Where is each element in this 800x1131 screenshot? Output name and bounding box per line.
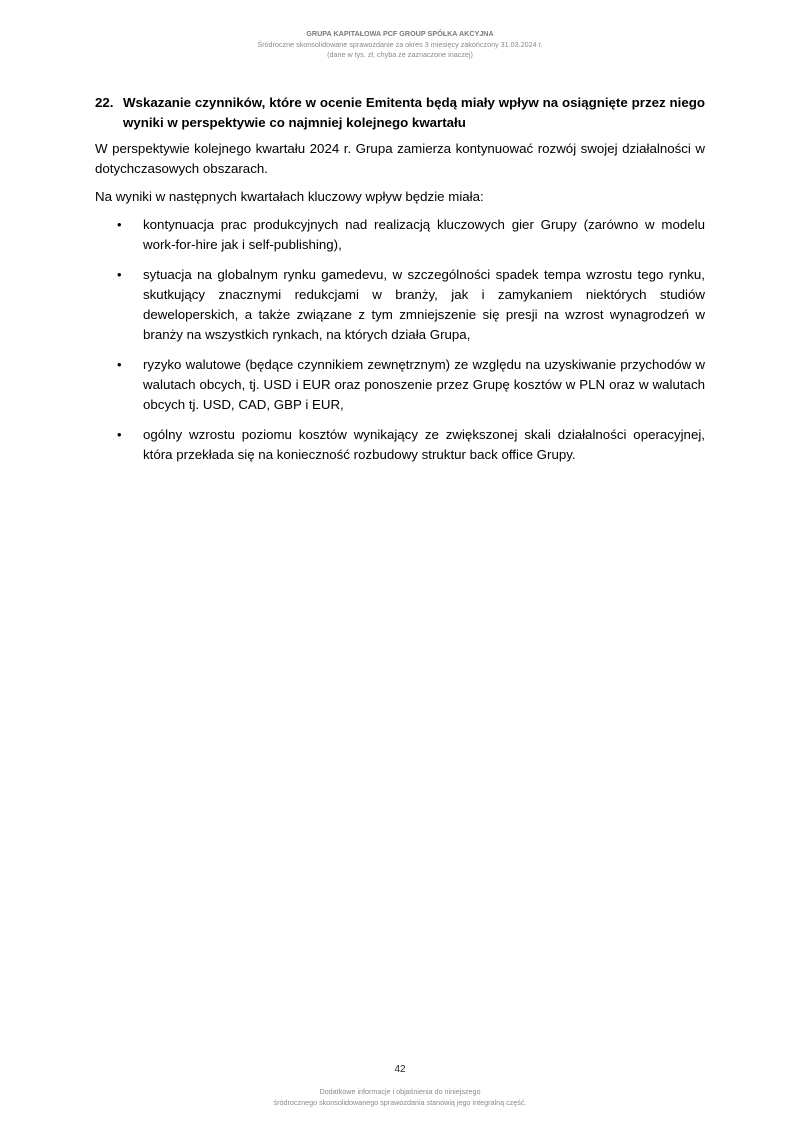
factors-list xyxy=(95,215,705,465)
lead-paragraph: Na wyniki w następnych kwartałach kluczowy wpływ będzie miała: xyxy=(95,189,484,204)
bullet-icon: • xyxy=(117,267,122,282)
bullet-icon: • xyxy=(117,357,122,372)
page-footer xyxy=(0,1087,800,1108)
bullet-icon: • xyxy=(117,427,122,442)
intro-paragraph: W perspektywie kolejnego kwartału 2024 r. Grupa zamierza kontynuować rozwój swojej działalności w dotychczasowych obszarach. xyxy=(95,141,705,176)
footer-line-1: Dodatkowe informacje i objaśnienia do niniejszego xyxy=(319,1087,481,1096)
section-number: 22. xyxy=(95,95,114,110)
section-title: Wskazanie czynników, które w ocenie Emitenta będą miały wpływ na osiągnięte przez niego wyniki w perspektywie co najmniej kolejnego kwartału xyxy=(123,95,705,130)
factor-text: ryzyko walutowe (będące czynnikiem zewnętrznym) ze względu na uzyskiwanie przychodów w walutach obcych, tj. USD i EUR oraz ponoszenie przez Grupę kosztów w PLN oraz w walutach obcych tj. USD, CAD, GBP i EUR, xyxy=(143,357,705,412)
footer-line-2: śródrocznego skonsolidowanego sprawozdania stanowią jego integralną część. xyxy=(273,1097,527,1107)
header-report-title: Śródroczne skonsolidowane sprawozdanie za okres 3 miesięcy zakończony 31.03.2024 r. xyxy=(257,39,543,49)
page-header xyxy=(0,29,800,61)
factor-text: kontynuacja prac produkcyjnych nad realizacją kluczowych gier Grupy (zarówno w modelu work-for-hire jak i self-publishing), xyxy=(143,217,705,252)
factor-text: sytuacja na globalnym rynku gamedevu, w szczególności spadek tempa wzrostu tego rynku, skutkujący znacznymi redukcjami w branży, jak i zamykaniem niektórych studiów deweloperskich, a także związane z tym zmniejszenie się presji na wzrost wynagrodzeń w branży na wszystkich rynkach, na których działa Grupa, xyxy=(143,267,705,342)
header-units-note: (dane w tys. zł, chyba że zaznaczone inaczej) xyxy=(327,50,473,59)
factor-text: ogólny wzrostu poziomu kosztów wynikający ze zwiększonej skali działalności operacyjnej, która przekłada się na konieczność rozbudowy struktur back office Grupy. xyxy=(143,427,705,462)
list-item xyxy=(95,215,705,255)
section-heading xyxy=(95,93,705,133)
list-item xyxy=(95,265,705,345)
bullet-icon: • xyxy=(117,217,122,232)
header-company-name: GRUPA KAPITAŁOWA PCF GROUP SPÓŁKA AKCYJNA xyxy=(306,29,494,38)
page-content xyxy=(95,93,705,475)
list-item xyxy=(95,355,705,415)
page-number: 42 xyxy=(394,1064,406,1075)
list-item xyxy=(95,425,705,465)
